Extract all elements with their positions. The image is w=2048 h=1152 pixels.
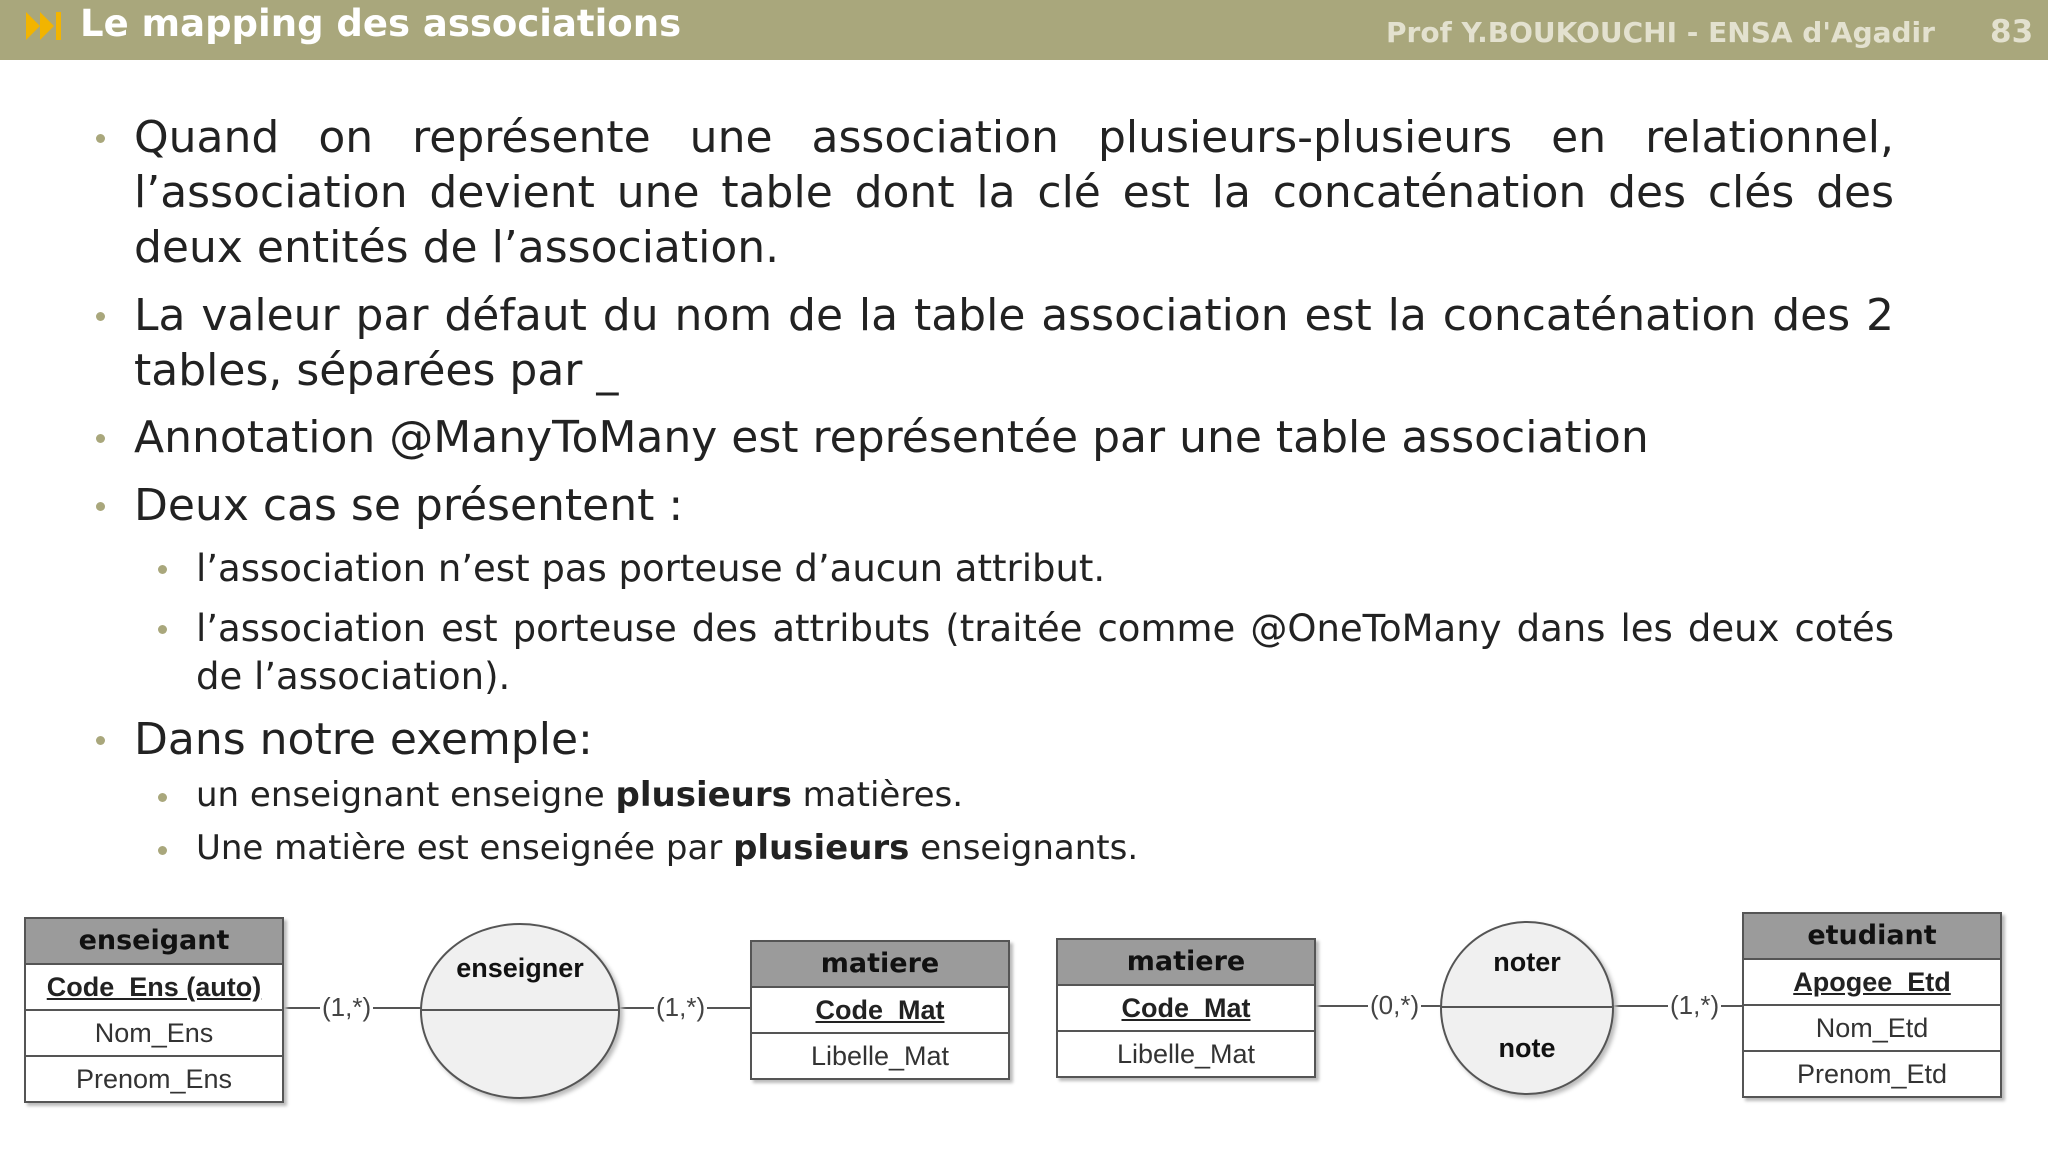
entity-attribute: Nom_Etd xyxy=(1744,1006,2000,1052)
bullet-1: Quand on représente une association plusieurs-plusieurs en relationnel, l’association devient une table dont la clé est la concaténation des clés des deux entités de l’association. xyxy=(134,110,1894,275)
association-divider xyxy=(422,1009,618,1011)
entity-attribute: Nom_Ens xyxy=(26,1011,282,1057)
association-name: enseigner xyxy=(456,953,584,983)
association-enseigner xyxy=(420,923,620,1099)
bullet-4: Deux cas se présentent : xyxy=(134,478,1894,533)
bullet-5: Dans notre exemple: xyxy=(134,712,1894,767)
bullet-3: Annotation @ManyToMany est représentée par une table association xyxy=(134,410,1894,465)
entity-attribute: Libelle_Mat xyxy=(1116,1039,1256,1069)
entity-key: Code_Ens (auto) xyxy=(26,965,282,1011)
bullet-4-2: l’association est porteuse des attributs (traitée comme @OneToMany dans les deux cotés de l’association). xyxy=(196,605,1894,701)
association-attribute: note xyxy=(1498,1033,1556,1063)
entity-title: matiere xyxy=(752,942,1008,988)
cardinality-label: (1,*) xyxy=(1670,990,1720,1020)
bullet-5-2: Une matière est enseignée par plusieurs enseignants. xyxy=(196,826,1596,870)
entity-title: etudiant xyxy=(1744,914,2000,960)
author-label: Prof Y.BOUKOUCHI - ENSA d'Agadir xyxy=(1386,16,1935,49)
entity-attribute: Prenom_Etd xyxy=(1796,1059,1948,1089)
entity-title: matiere xyxy=(1058,940,1314,986)
association-divider xyxy=(1442,1006,1612,1008)
entity-key: Code_Mat xyxy=(1058,986,1314,1032)
cardinality-label: (0,*) xyxy=(1370,990,1420,1020)
association-noter xyxy=(1440,921,1614,1095)
slide-title: Le mapping des associations xyxy=(80,2,682,45)
entity-attribute: Prenom_Ens xyxy=(75,1064,233,1094)
entity-matiere xyxy=(750,940,1010,1080)
page-number: 83 xyxy=(1990,14,2034,50)
bullet-2: La valeur par défaut du nom de la table association est la concaténation des 2 tables, séparées par _ xyxy=(134,288,1894,398)
entity-attribute: Libelle_Mat xyxy=(810,1041,950,1071)
cardinality-label: (1,*) xyxy=(656,992,706,1022)
entity-key: Apogee_Etd xyxy=(1744,960,2000,1006)
bullet-4-1: l’association n’est pas porteuse d’aucun attribut. xyxy=(196,545,1894,593)
entity-etudiant xyxy=(1742,912,2002,1098)
cardinality-label: (1,*) xyxy=(322,992,372,1022)
bullet-5-1: un enseignant enseigne plusieurs matières. xyxy=(196,773,1596,817)
association-name: noter xyxy=(1493,947,1561,977)
entity-key: Code_Mat xyxy=(752,988,1008,1034)
entity-matiere-2 xyxy=(1056,938,1316,1078)
entity-enseigant xyxy=(24,917,284,1103)
entity-title: enseigant xyxy=(26,919,282,965)
